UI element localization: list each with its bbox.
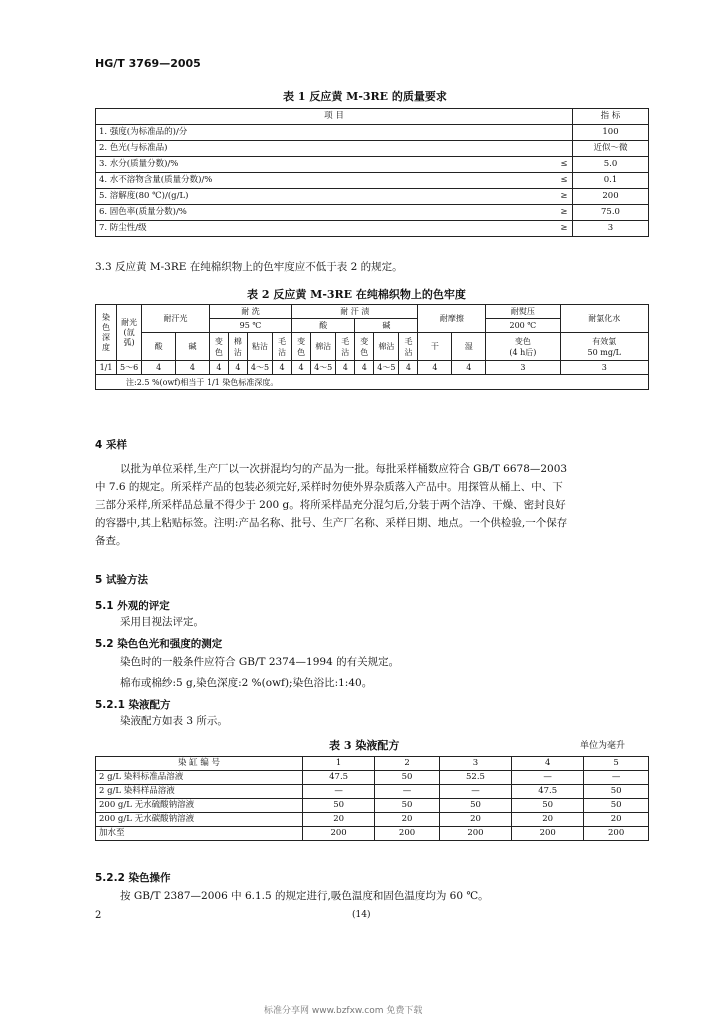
watermark: 标准分享网 www.bzfxw.com 免费下载: [264, 1006, 423, 1016]
table1-col-item: 项 目: [96, 109, 573, 125]
section-5-2-2-title: 5.2.2 染色操作: [95, 872, 171, 884]
t2-h-alk: 碱: [176, 333, 210, 361]
t2-h-light: 耐光(氙弧): [117, 305, 142, 361]
table2: 染色深度 耐光(氙弧) 耐汗光 耐 洗 耐 汗 渍 耐摩擦 耐熨压 耐氯化水 95 ℃ 酸 碱 200 ℃ 酸 碱 变色 棉沾 粘沾 毛沾 变色 棉沾 毛沾 变色 棉沾 毛沾 干 湿 变色 (4 h后) 有效氯 50 mg/L 1/1 5～6 4 4 4 4 4～5 4 4 4～5 4 4 4～5 4 4 4 3 3 注:2.5 %(owf)相当于 1/1 染色标准深度。: [95, 304, 649, 390]
section-5-1-title: 5.1 外观的评定: [95, 600, 170, 612]
section-4-line: 的容器中,其上粘贴标签。注明:产品名称、批号、生产厂名称、采样日期、地点。一个供检验,一个保存: [95, 517, 568, 529]
table-row: 5. 溶解度(80 ℃)/(g/L) ≥ 200: [96, 189, 649, 205]
table1-caption: 表 1 反应黄 M-3RE 的质量要求: [283, 90, 447, 103]
t2-h-wet: 湿: [452, 333, 486, 361]
table-row: 2 g/L 染料标准品溶液 47.5 50 52.5 — —: [96, 771, 649, 785]
section-5-2-line1: 染色时的一般条件应符合 GB/T 2374—1994 的有关规定。: [120, 656, 400, 668]
table-row: 200 g/L 无水碳酸钠溶液 20 20 20 20 20: [96, 813, 649, 827]
table2-caption: 表 2 反应黄 M-3RE 在纯棉织物上的色牢度: [247, 288, 466, 301]
table-row: 4. 水不溶物含量(质量分数)/% ≤ 0.1: [96, 173, 649, 189]
t2-h-wash: 耐 洗: [209, 305, 291, 319]
t2-h-wash-temp: 95 ℃: [209, 319, 291, 333]
t2-h-sweat-acid: 酸: [292, 319, 355, 333]
table2-note: 注:2.5 %(owf)相当于 1/1 染色标准深度。: [96, 375, 649, 390]
table-row: 加水至 200 200 200 200 200: [96, 827, 649, 841]
t2-h-sweat-alk: 碱: [355, 319, 418, 333]
section-5-2-title: 5.2 染色色光和强度的测定: [95, 638, 223, 650]
table-row: 6. 固色率(质量分数)/% ≥ 75.0: [96, 205, 649, 221]
t2-h-dry: 干: [418, 333, 452, 361]
table3-caption: 表 3 染液配方: [329, 739, 400, 752]
table-row: 2 g/L 染料样品溶液 — — — 47.5 50: [96, 785, 649, 799]
section-4-line: 三部分采样,所采样品总量不得少于 200 g。将所采样品充分混匀后,分装于两个洁净、干燥、密封良好: [95, 499, 566, 511]
t2-h-sweat: 耐 汗 渍: [292, 305, 418, 319]
section-4-line: 备查。: [95, 535, 127, 547]
table1: [95, 108, 649, 237]
page-number: 2: [95, 910, 102, 921]
table-row: 1/1 5～6 4 4 4 4 4～5 4 4 4～5 4 4 4～5 4 4 4 3 3: [96, 361, 649, 375]
section-5-2-2-text: 按 GB/T 2387—2006 中 6.1.5 的规定进行,吸色温度和固色温度均为 60 ℃。: [120, 890, 489, 902]
section-5-1-text: 采用目视法评定。: [120, 616, 204, 628]
t2-h-chlor: 耐氯化水: [560, 305, 648, 333]
t2-h-rub: 耐摩擦: [418, 305, 486, 333]
table3: 染 缸 编 号 1 2 3 4 5 2 g/L 染料标准品溶液 47.5 50 52.5 — — 2 g/L 染料样品溶液 — — — 47.5 50 200 g/L 无水硫酸钠溶液 50 50 50 50 50 200 g/L 无水碳酸钠溶液 20 20 20 20 20 加水至 200 200 200 200 200: [95, 756, 649, 841]
t2-h-iron: 耐熨压: [486, 305, 560, 319]
section-5-2-line2: 棉布或棉纱:5 g,染色深度:2 %(owf);染色浴比:1:40。: [120, 677, 373, 689]
section-4-title: 4 采样: [95, 439, 127, 451]
table-row: 1. 强度(为标准品的)/分 100: [96, 125, 649, 141]
table-row: 2. 色光(与标准品) 近似～微: [96, 141, 649, 157]
table3-unit: 单位为毫升: [580, 741, 626, 751]
page-center-number: (14): [352, 910, 371, 920]
t2-h-depth: 染色深度: [96, 305, 117, 361]
section-5-2-1-title: 5.2.1 染液配方: [95, 699, 171, 711]
table-row: 3. 水分(质量分数)/% ≤ 5.0: [96, 157, 649, 173]
section-4-line: 中 7.6 的规定。所采样产品的包装必须完好,采样时勿使外界杂质落入产品中。用探管从桶上、中、下: [95, 481, 563, 493]
table-row: 200 g/L 无水硫酸钠溶液 50 50 50 50 50: [96, 799, 649, 813]
t2-h-acidalk: 耐汗光: [142, 305, 210, 333]
section-4-line: 以批为单位采样,生产厂以一次拼混均匀的产品为一批。每批采样桶数应符合 GB/T 6678—2003: [120, 463, 568, 475]
t2-h-iron-temp: 200 ℃: [486, 319, 560, 333]
t2-h-acid: 酸: [142, 333, 176, 361]
section-5-2-1-text: 染液配方如表 3 所示。: [120, 715, 228, 727]
standard-number: HG/T 3769—2005: [95, 57, 201, 70]
table3-col-head: 染 缸 编 号: [96, 757, 303, 771]
clause-3-3: 3.3 反应黄 M-3RE 在纯棉织物上的色牢度应不低于表 2 的规定。: [95, 261, 403, 273]
section-5-title: 5 试验方法: [95, 574, 148, 586]
table1-col-index: 指 标: [572, 109, 648, 125]
table-row: 7. 防尘性/级 ≥ 3: [96, 221, 649, 237]
